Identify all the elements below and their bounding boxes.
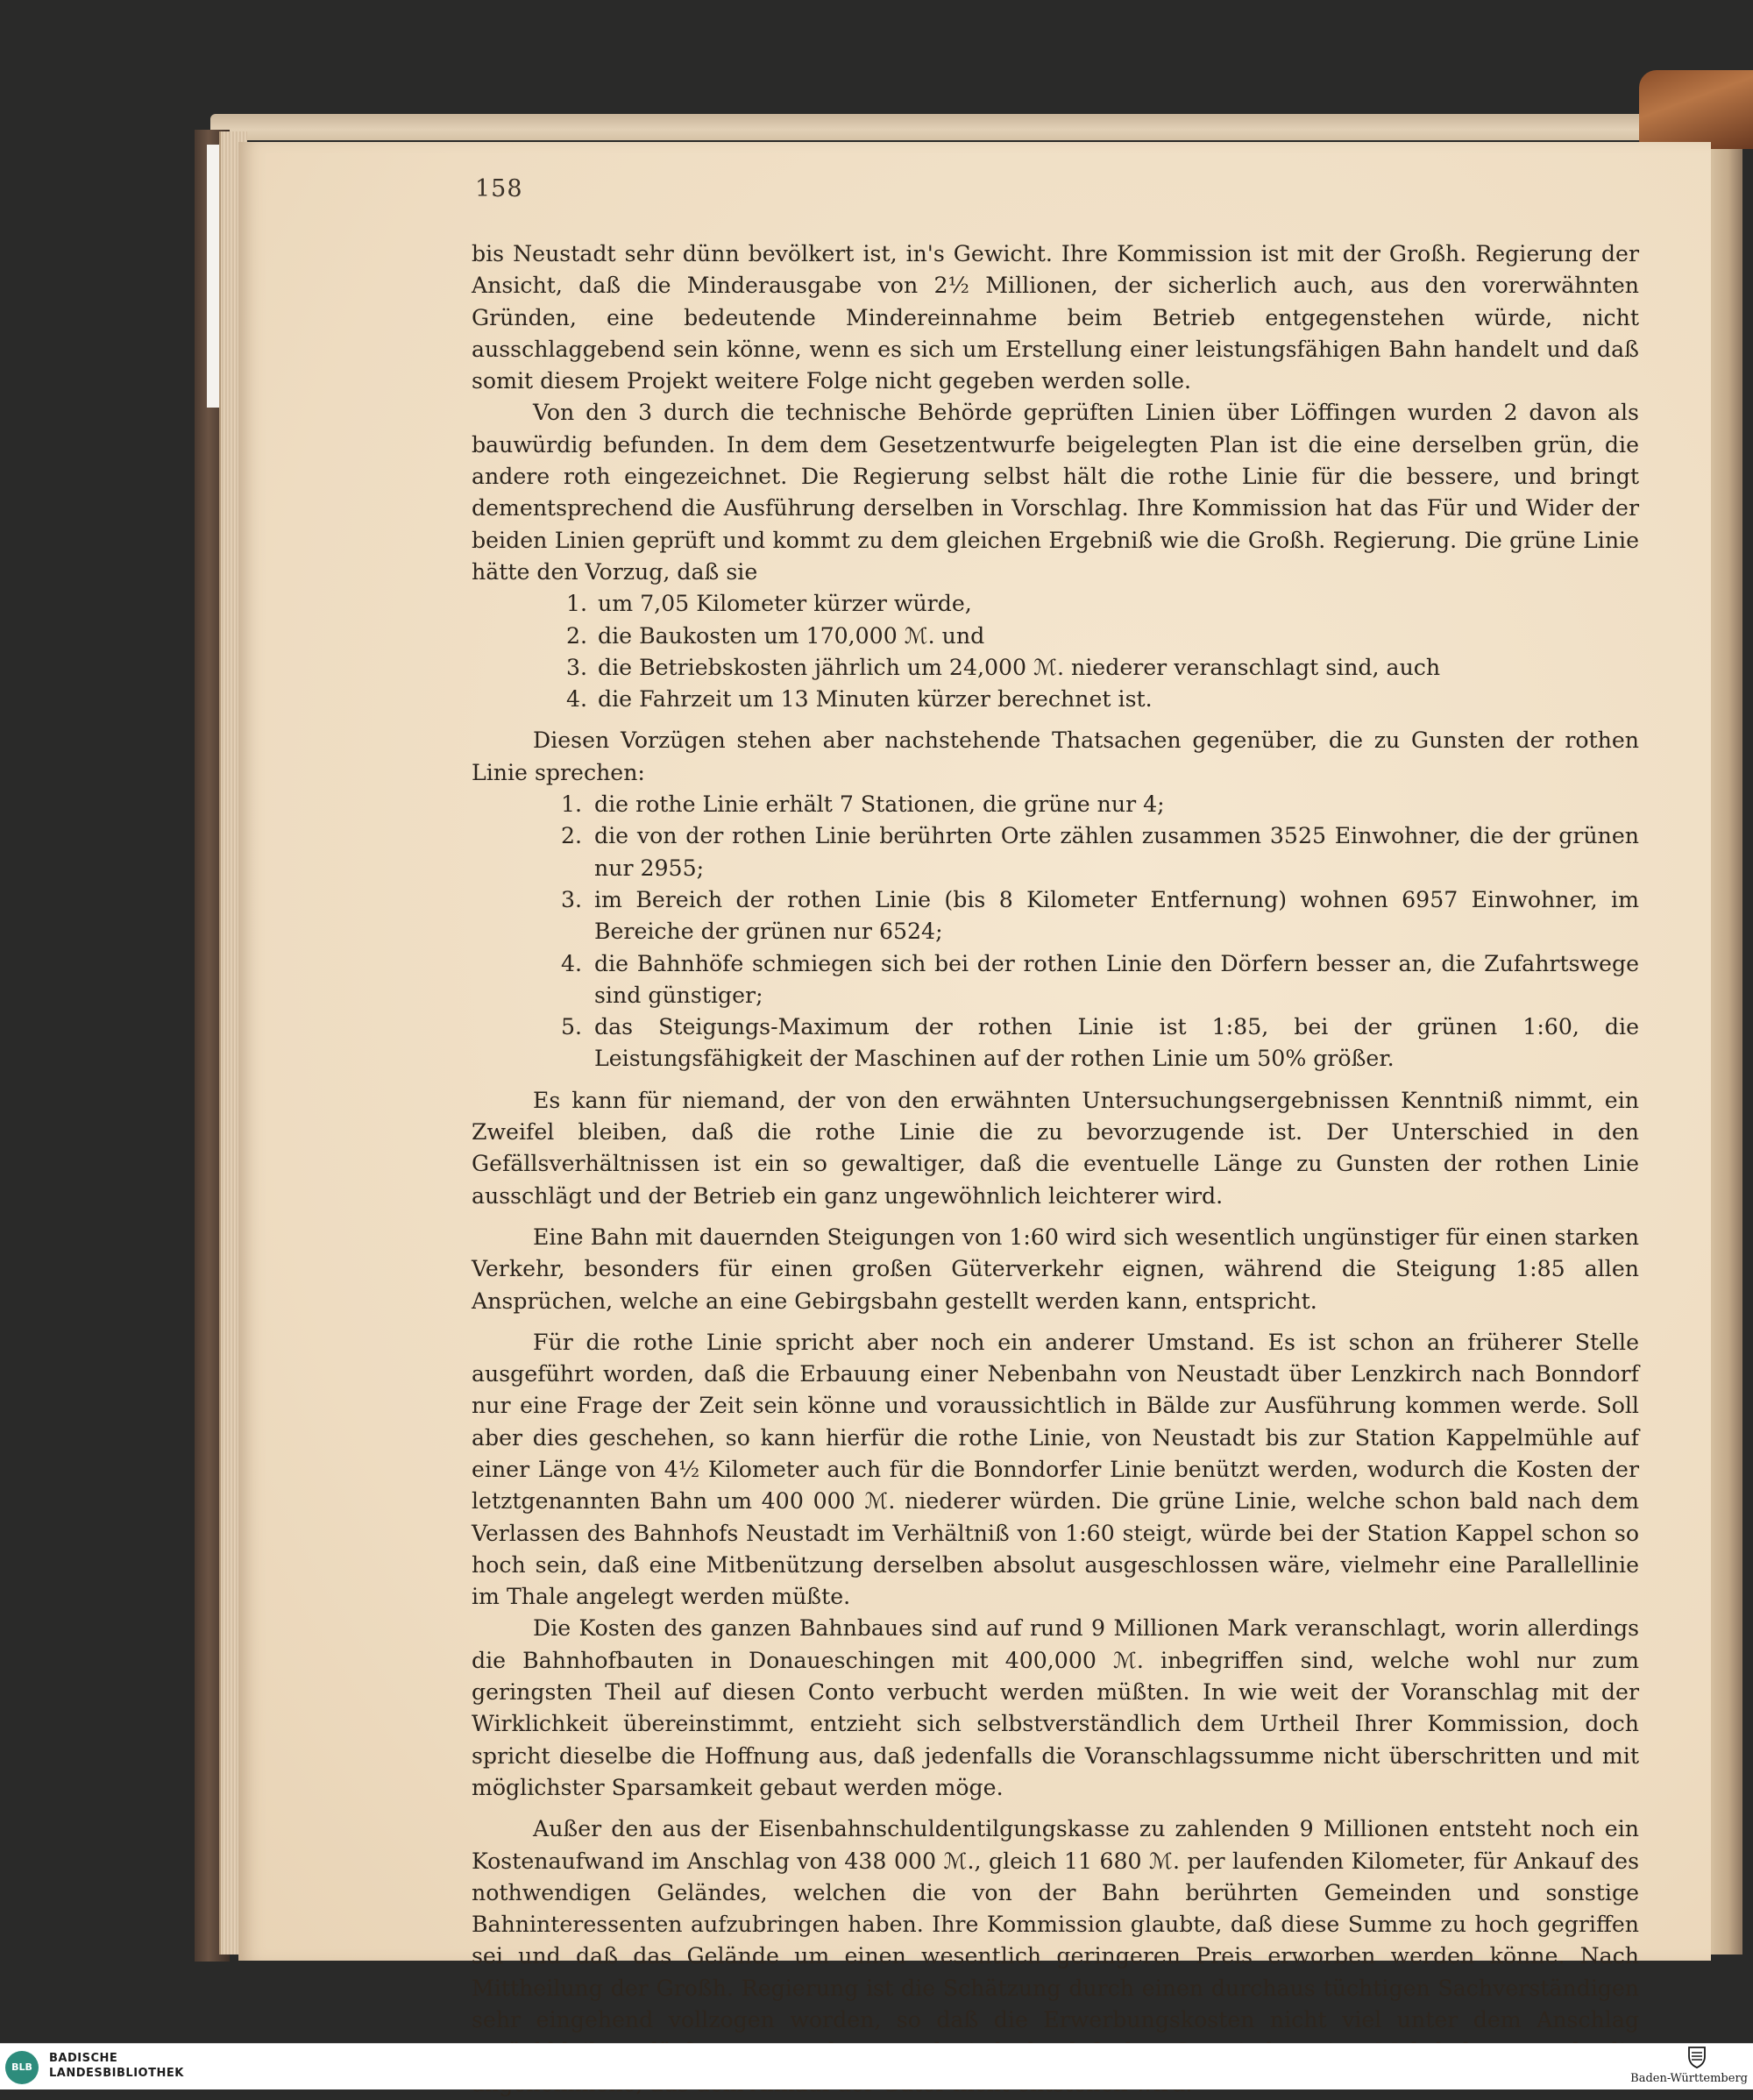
list-red-line-advantages [472,789,1639,1075]
list-item: 5. das Steigungs-Maximum der rothen Linie ist 1:85, bei der grünen 1:60, die Leistungsfähigkeit der Maschinen auf der rothen Linie um 50% größer. [561,1014,1639,1072]
book-top-edge [210,114,1735,140]
library-name[interactable] [49,2051,184,2081]
viewer-footer [0,2043,1753,2089]
paragraph: Es kann für niemand, der von den erwähnten Untersuchungsergebnissen Kenntniß nimmt, ein Zweifel bleiben, daß die rothe Linie die zu bevorzugende ist. Der Unterschied in den Gefällsverhältnissen ist ein so gewaltiger, daß die eventuelle Länge zu Gunsten der rothen Linie ausschlägt und der Betrieb ein ganz ungewöhnlich leichterer wird. [472,1087,1639,1209]
list-item: 3. im Bereich der rothen Linie (bis 8 Kilometer Entfernung) wohnen 6957 Einwohner, im Bereiche der grünen nur 6524; [561,886,1639,945]
page-right-edge [1707,149,1742,1955]
library-name-line2: LANDESBIBLIOTHEK [49,2067,184,2080]
page-text-body [472,238,1639,2100]
list-item: 1. die rothe Linie erhält 7 Stationen, die grüne nur 4; [561,791,1165,818]
paragraph: Eine Bahn mit dauernden Steigungen von 1:60 wird sich wesentlich ungünstiger für einen starken Verkehr, besonders für einen großen Güterverkehr eignen, während die Steigung 1:85 allen Ansprüchen, welche an eine Gebirgsbahn gestellt werden kann, entspricht. [472,1224,1639,1314]
list-item: 2. die von der rothen Linie berührten Orte zählen zusammen 3525 Einwohner, die der grünen nur 2955; [561,823,1639,881]
list-item: 3. die Betriebskosten jährlich um 24,000 ℳ. niederer veranschlagt sind, auch [566,654,1441,680]
list-item: 1. um 7,05 Kilometer kürzer würde, [566,591,972,617]
paragraph: Für die rothe Linie spricht aber noch ein anderer Umstand. Es ist schon an früherer Stelle ausgeführt worden, daß die Erbauung einer Nebenbahn von Neustadt über Lenzkirch nach Bonndorf nur eine Frage der Zeit sein könne und voraussichtlich in Bälde zur Ausführung kommen werde. Soll aber dies geschehen, so kann hierfür die rothe Linie, von Neustadt bis zur Station Kappelmühle auf einer Länge von 4½ Kilometer auch für die Bonndorfer Linie benützt werden, wodurch die Kosten der letztgenannten Bahn um 400 000 ℳ. niederer würden. Die grüne Linie, welche schon bald nach dem Verlassen des Bahnhofs Neustadt im Verhältniß von 1:60 steigt, würde bei der Station Kappel schon so hoch sein, daß eine Mitbenützung derselben absolut ausgeschlossen wäre, vielmehr eine Parallellinie im Thale angelegt werden müßte. [472,1329,1639,1610]
list-green-line-advantages [472,588,1639,715]
paragraph: Außer den aus der Eisenbahnschuldentilgungskasse zu zahlenden 9 Millionen entsteht noch ein Kostenaufwand im Anschlag von 438 000 ℳ., gleich 11 680 ℳ. per laufenden Kilometer, für Ankauf des nothwendigen Geländes, welchen die von der Bahn berührten Gemeinden und sonstige Bahninteressenten aufzubringen haben. Ihre Kommission glaubte, daß diese Summe zu hoch gegriffen sei und daß das Gelände um einen wesentlich geringeren Preis erworben werden könne. Nach Mittheilung der Großh. Regierung ist die Schätzung durch einen durchaus tüchtigen Sachverständigen sehr eingehend vollzogen worden, so daß die Erwerbungskosten nicht viel unter dem Anschlag [472,1816,1639,2033]
blb-logo[interactable]: BLB [5,2051,39,2084]
page-number: 158 [475,175,523,202]
leather-binding-corner [1639,70,1753,149]
list-item: 2. die Baukosten um 170,000 ℳ. und [566,622,985,649]
paragraph: Diesen Vorzügen stehen aber nachstehende Thatsachen gegenüber, die zu Gunsten der rothen Linie sprechen: [472,727,1639,785]
paragraph: Die Kosten des ganzen Bahnbaues sind auf rund 9 Millionen Mark veranschlagt, worin allerdings die Bahnhofbauten in Donaueschingen mit 400,000 ℳ. inbegriffen sind, welche wohl nur zum geringsten Theil auf diesen Conto verbucht werden müßten. In wie weit der Voranschlag mit der Wirklichkeit übereinstimmt, entzieht sich selbstverständlich dem Urtheil Ihrer Kommission, doch spricht dieselbe die Hoffnung aus, daß jedenfalls die Voranschlagssumme nicht überschritten und mit möglichster Sparsamkeit gebaut werden möge. [472,1615,1639,1800]
list-item: 4. die Fahrzeit um 13 Minuten kürzer berechnet ist. [566,686,1153,713]
baden-wuerttemberg-crest-icon [1687,2046,1707,2068]
state-label: Baden-Württemberg [1630,2072,1748,2085]
list-item: 4. die Bahnhöfe schmiegen sich bei der rothen Linie den Dörfern besser an, die Zufahrtswege sind günstiger; [561,950,1639,1008]
paragraph: Von den 3 durch die technische Behörde geprüften Linien über Löffingen wurden 2 davon als bauwürdig befunden. In dem dem Gesetzentwurfe beigelegten Plan ist die eine derselben grün, die andere roth eingezeichnet. Die Regierung selbst hält die rothe Linie für die bessere, und bringt dementsprechend die Ausführung derselben in Vorschlag. Ihre Kommission hat das Für und Wider der beiden Linien geprüft und kommt zu dem gleichen Ergebniß wie die Großh. Regierung. Die grüne Linie hätte den Vorzug, daß sie [472,400,1639,585]
library-name-line1: BADISCHE [49,2052,118,2065]
paragraph: bis Neustadt sehr dünn bevölkert ist, in's Gewicht. Ihre Kommission ist mit der Großh. Regierung der Ansicht, daß die Minderausgabe von 2½ Millionen, der sicherlich auch, aus den vorerwähnten Gründen, eine bedeutende Mindereinnahme beim Betrieb entgegenstehen würde, nicht ausschlaggebend sein könne, wenn es sich um Erstellung einer leistungsfähigen Bahn handelt und daß somit diesem Projekt weitere Folge nicht gegeben werden solle. [472,241,1639,394]
